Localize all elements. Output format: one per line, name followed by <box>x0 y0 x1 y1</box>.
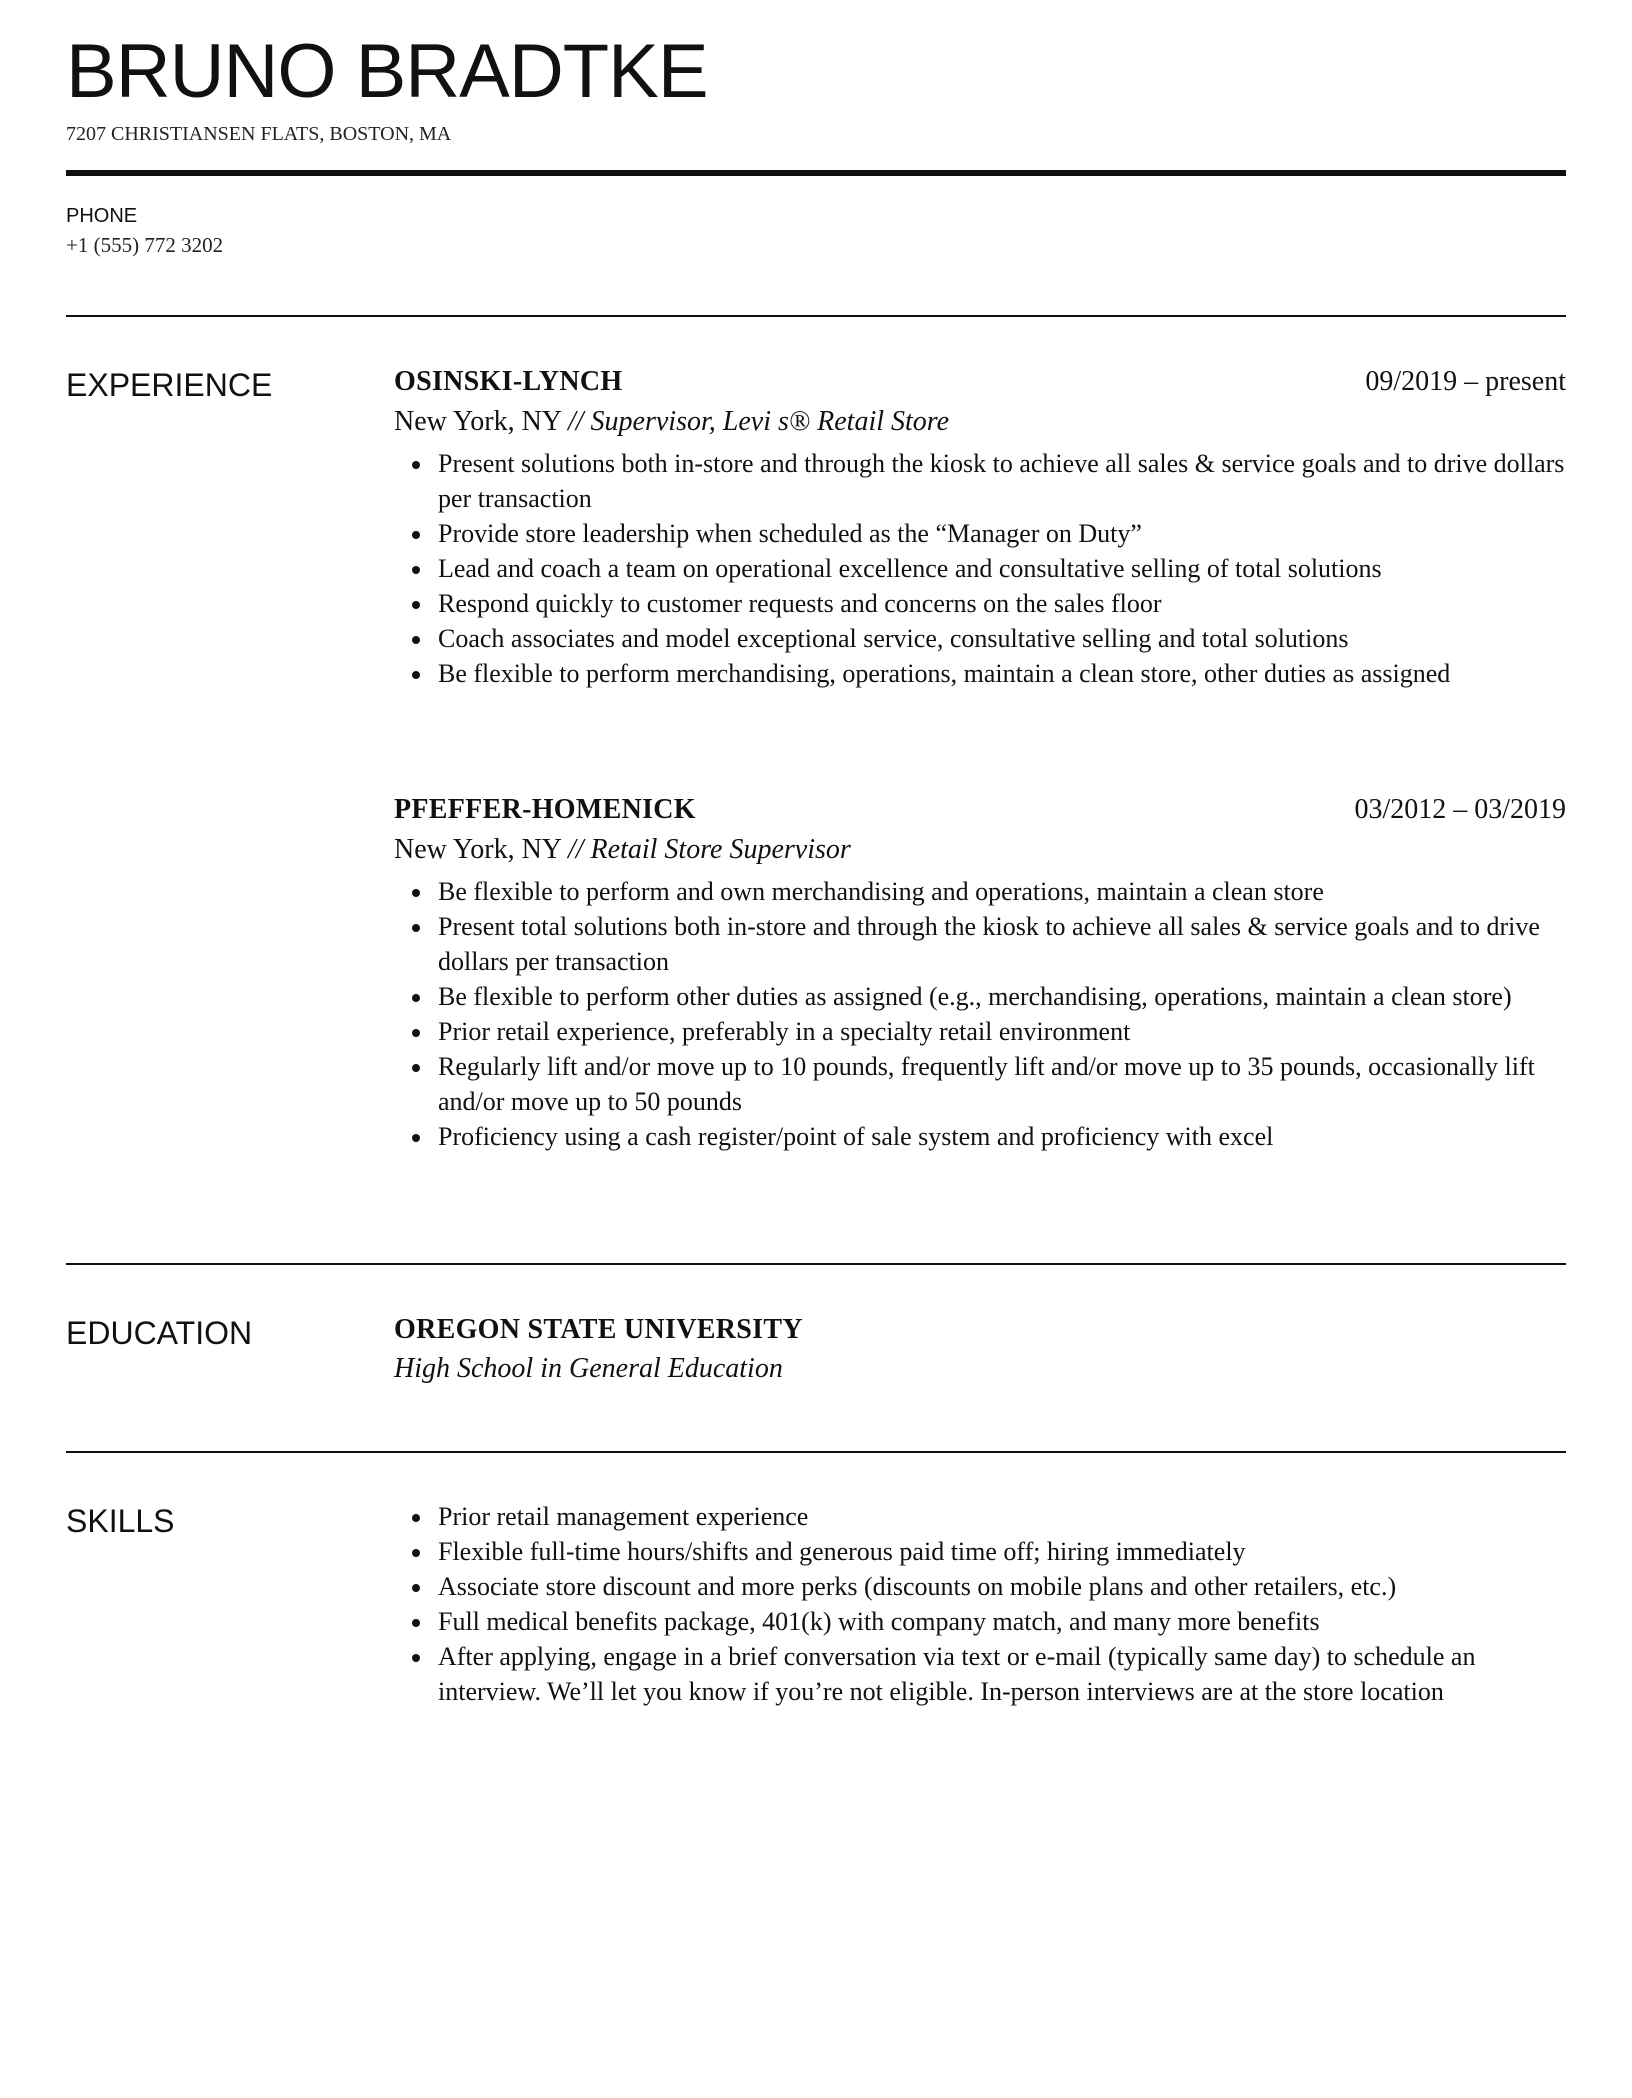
experience-list-2 <box>394 790 1566 1154</box>
skills-list <box>410 1499 1566 1709</box>
job-company: PFEFFER-HOMENICK <box>394 794 696 825</box>
list-item: Associate store discount and more perks (discounts on mobile plans and other retailers, etc.) <box>410 1569 1566 1604</box>
education-section-title: EDUCATION <box>66 1315 253 1351</box>
list-item: Prior retail management experience <box>410 1499 1566 1534</box>
education-entry <box>394 1310 1566 1388</box>
job-separator: // <box>567 834 584 865</box>
job-header <box>394 790 1566 830</box>
job-location: New York, NY <box>394 834 561 865</box>
list-item: Provide store leadership when scheduled as the “Manager on Duty” <box>410 516 1566 551</box>
list-item: Regularly lift and/or move up to 10 pounds, frequently lift and/or move up to 35 pounds, occasionally lift and/or move up to 50 pounds <box>410 1049 1566 1119</box>
list-item: Respond quickly to customer requests and concerns on the sales floor <box>410 586 1566 621</box>
list-item: After applying, engage in a brief conversation via text or e-mail (typically same day) to schedule an interview. We’ll let you know if you’re not eligible. In-person interviews are at the store location <box>410 1639 1566 1709</box>
job-entry <box>394 362 1566 691</box>
list-item: Prior retail experience, preferably in a specialty retail environment <box>410 1014 1566 1049</box>
skills-section-title: SKILLS <box>66 1503 175 1539</box>
experience-list <box>394 362 1566 691</box>
job-dates: 03/2012 – 03/2019 <box>1354 794 1566 825</box>
phone-label: PHONE <box>66 205 138 227</box>
list-item: Coach associates and model exceptional service, consultative selling and total solutions <box>410 621 1566 656</box>
list-item: Be flexible to perform and own merchandising and operations, maintain a clean store <box>410 874 1566 909</box>
job-bullets <box>410 874 1566 1154</box>
header-divider <box>66 170 1566 176</box>
job-location: New York, NY <box>394 406 561 437</box>
job-header <box>394 362 1566 402</box>
resume-page <box>66 0 1566 2098</box>
list-item: Be flexible to perform merchandising, operations, maintain a clean store, other duties as assigned <box>410 656 1566 691</box>
job-subtitle <box>394 402 1566 442</box>
list-item: Present solutions both in-store and through the kiosk to achieve all sales & service goals and to drive dollars per transaction <box>410 446 1566 516</box>
list-item: Be flexible to perform other duties as assigned (e.g., merchandising, operations, maintain a clean store) <box>410 979 1566 1014</box>
candidate-address: 7207 CHRISTIANSEN FLATS, BOSTON, MA <box>66 123 452 145</box>
list-item: Present total solutions both in-store and through the kiosk to achieve all sales & service goals and to drive dollars per transaction <box>410 909 1566 979</box>
job-subtitle <box>394 830 1566 870</box>
job-bullets <box>410 446 1566 691</box>
job-entry <box>394 790 1566 1154</box>
candidate-name: BRUNO BRADTKE <box>66 29 708 114</box>
section-divider <box>66 315 1566 317</box>
list-item: Flexible full-time hours/shifts and generous paid time off; hiring immediately <box>410 1534 1566 1569</box>
list-item: Full medical benefits package, 401(k) with company match, and many more benefits <box>410 1604 1566 1639</box>
section-divider <box>66 1263 1566 1265</box>
list-item: Proficiency using a cash register/point of sale system and proficiency with excel <box>410 1119 1566 1154</box>
degree: High School in General Education <box>394 1353 783 1384</box>
job-company: OSINSKI-LYNCH <box>394 366 623 397</box>
skills-list-container <box>394 1499 1566 1709</box>
list-item: Lead and coach a team on operational excellence and consultative selling of total solutions <box>410 551 1566 586</box>
experience-section-title: EXPERIENCE <box>66 367 273 403</box>
phone-number: +1 (555) 772 3202 <box>66 233 224 257</box>
job-separator: // <box>567 406 584 437</box>
section-divider <box>66 1451 1566 1453</box>
job-role: Supervisor, Levi s® Retail Store <box>590 406 950 437</box>
school-name: OREGON STATE UNIVERSITY <box>394 1314 803 1345</box>
job-dates: 09/2019 – present <box>1365 366 1566 397</box>
job-role: Retail Store Supervisor <box>590 834 851 865</box>
